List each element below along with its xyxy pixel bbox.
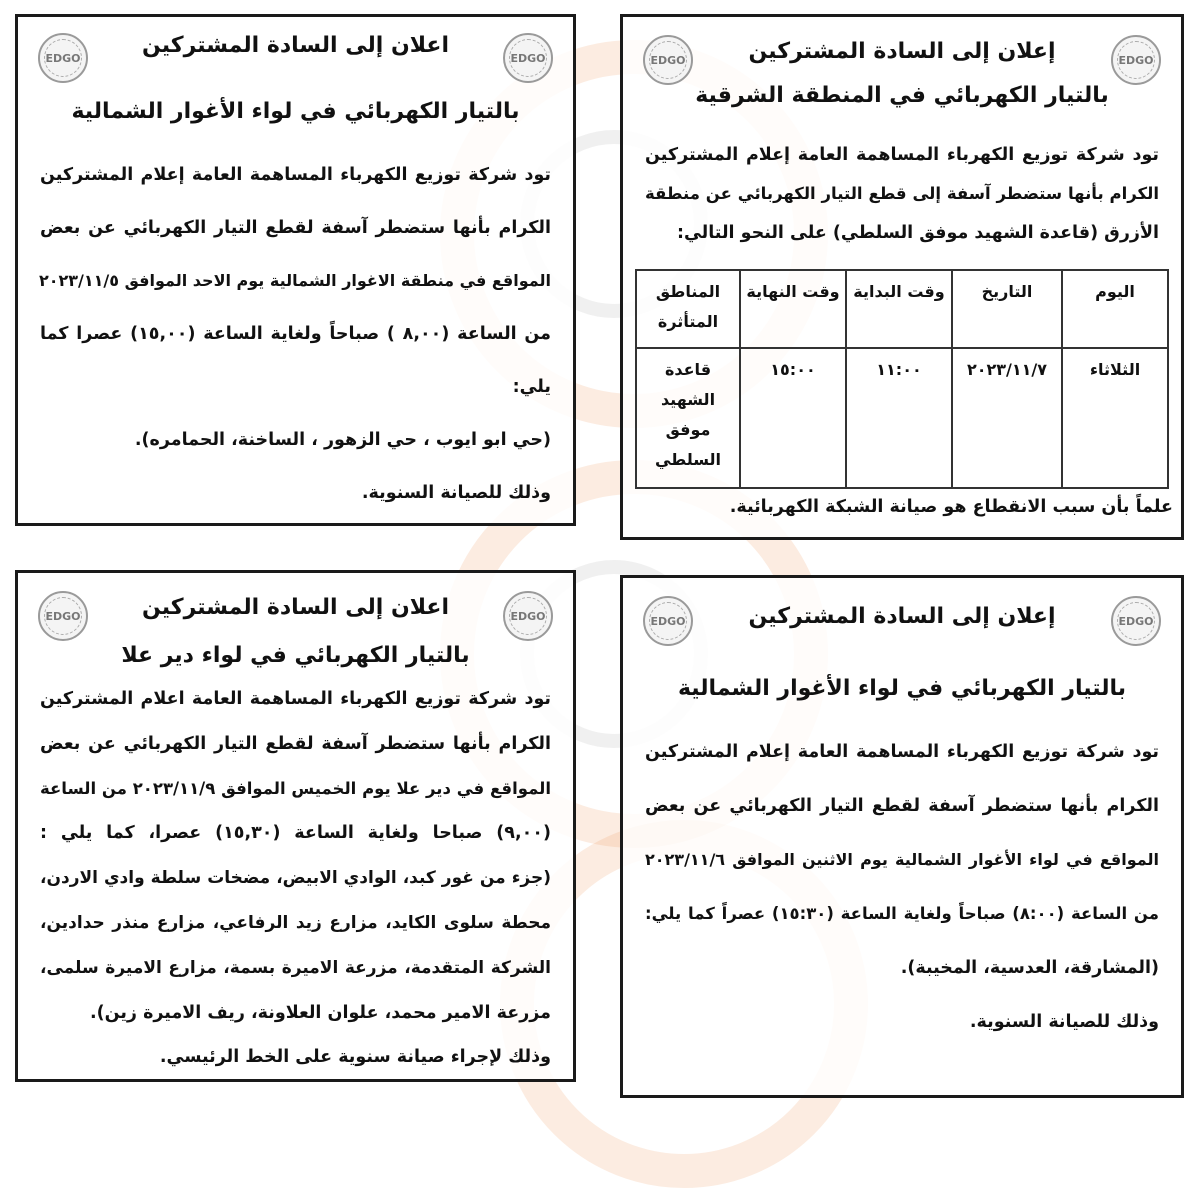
notice-northern-ghor-2 — [620, 575, 1184, 1098]
notice-body-line: تود شركة توزيع الكهرباء المساهمة العامة إعلام المشتركين — [645, 742, 1159, 762]
notice-body-line: تود شركة توزيع الكهرباء المساهمة العامة إعلام المشتركين — [40, 165, 551, 185]
notice-body-line: وذلك للصيانة السنوية. — [361, 483, 551, 503]
edgo-logo: EDGO — [38, 33, 88, 83]
notice-body-line: يلي: — [512, 377, 551, 397]
notice-body-line: تود شركة توزيع الكهرباء المساهمة العامة إعلام المشتركين — [645, 145, 1159, 165]
edgo-logo: EDGO — [1111, 596, 1161, 646]
table-row — [636, 348, 1168, 488]
notice-subtitle: بالتيار الكهربائي في لواء الأغوار الشمالية — [677, 676, 1127, 701]
table-cell: ١١:٠٠ — [846, 348, 952, 488]
notice-body-line: (٩,٠٠) صباحا ولغاية الساعة (١٥,٣٠) عصرا، كما يلي : — [40, 823, 551, 844]
edgo-logo: EDGO — [643, 596, 693, 646]
notice-body-line: الكرام بأنها ستضطر آسفة إلى قطع التيار الكهربائي عن منطقة — [645, 184, 1159, 203]
notice-title: اعلان إلى السادة المشتركين — [142, 33, 449, 58]
outage-table — [635, 269, 1169, 489]
notice-body-line: الكرام بأنها ستضطر آسفة لقطع التيار الكهربائي عن بعض — [40, 733, 551, 754]
notice-body-line: محطة سلوى الكايد، مزارع زيد الرفاعي، مزارع منذر حدادين، — [40, 913, 551, 933]
notice-body-line: الكرام بأنها ستضطر آسفة لقطع التيار الكهربائي عن بعض — [645, 796, 1159, 816]
table-header: المناطق المتأثرة — [636, 270, 740, 348]
notice-eastern-region — [620, 14, 1184, 540]
edgo-logo: EDGO — [503, 33, 553, 83]
notice-body-line: مزرعة الامير محمد، علوان العلاونة، ريف الاميرة زين). — [89, 1002, 551, 1023]
notice-body-line: (جزء من غور كبد، الوادي الابيض، مضخات سلطة وادي الاردن، — [40, 868, 551, 889]
notice-body-line: وذلك لإجراء صيانة سنوية على الخط الرئيسي. — [159, 1047, 551, 1068]
edgo-logo: EDGO — [38, 591, 88, 641]
notice-body-line: من الساعة (٨,٠٠ ) صباحاً ولغاية الساعة (١٥,٠٠) عصرا كما — [40, 324, 551, 344]
notice-northern-ghor-1 — [15, 14, 576, 526]
edgo-logo: EDGO — [643, 35, 693, 85]
notice-body-line: وذلك للصيانة السنوية. — [969, 1012, 1159, 1032]
notice-body-line: الأزرق (قاعدة الشهيد موفق السلطي) على النحو التالي: — [676, 223, 1159, 243]
notice-body-line: الكرام بأنها ستضطر آسفة لقطع التيار الكهربائي عن بعض — [40, 218, 551, 238]
table-header: التاريخ — [952, 270, 1062, 348]
notice-title: إعلان إلى السادة المشتركين — [748, 604, 1056, 629]
table-header-row — [636, 270, 1168, 348]
notice-note: علماً بأن سبب الانقطاع هو صيانة الشبكة الكهربائية. — [729, 497, 1173, 517]
notice-body-line: الشركة المتقدمة، مزرعة الاميرة بسمة، مزارع الاميرة سلمى، — [40, 957, 551, 978]
notice-subtitle: بالتيار الكهربائي في المنطقة الشرقية — [695, 83, 1109, 108]
table-header: وقت البداية — [846, 270, 952, 348]
edgo-logo: EDGO — [1111, 35, 1161, 85]
notice-subtitle: بالتيار الكهربائي في لواء الأغوار الشمالية — [71, 99, 520, 124]
notice-title: اعلان إلى السادة المشتركين — [142, 595, 449, 620]
table-header: وقت النهاية — [740, 270, 846, 348]
notice-title: إعلان إلى السادة المشتركين — [748, 39, 1056, 64]
table-cell: ٢٠٢٣/١١/٧ — [952, 348, 1062, 488]
notice-body-line: (المشارقة، العدسية، المخيبة). — [900, 958, 1159, 978]
notice-body-line: من الساعة (٨:٠٠) صباحاً ولغاية الساعة (١٥:٣٠) عصراً كما يلي: — [645, 904, 1159, 923]
table-cell: قاعدة الشهيد موفق السلطي — [636, 348, 740, 488]
edgo-logo: EDGO — [503, 591, 553, 641]
table-cell: الثلاثاء — [1062, 348, 1168, 488]
notice-body-line: المواقع في دير علا يوم الخميس الموافق ٢٠٢٣/١١/٩ من الساعة — [40, 778, 552, 798]
notice-body-line: المواقع في لواء الأغوار الشمالية يوم الاثنين الموافق ٢٠٢٣/١١/٦ — [645, 850, 1159, 869]
table-header: اليوم — [1062, 270, 1168, 348]
notice-body-line: تود شركة توزيع الكهرباء المساهمة العامة اعلام المشتركين — [40, 689, 551, 709]
notice-body-line: (حي ابو ايوب ، حي الزهور ، الساخنة، الحمامره). — [134, 430, 551, 450]
table-cell: ١٥:٠٠ — [740, 348, 846, 488]
notice-body-line: المواقع في منطقة الاغوار الشمالية يوم الاحد الموافق ٢٠٢٣/١١/٥ — [38, 271, 551, 290]
notice-deir-alla — [15, 570, 576, 1082]
notice-subtitle: بالتيار الكهربائي في لواء دير علا — [121, 643, 470, 668]
